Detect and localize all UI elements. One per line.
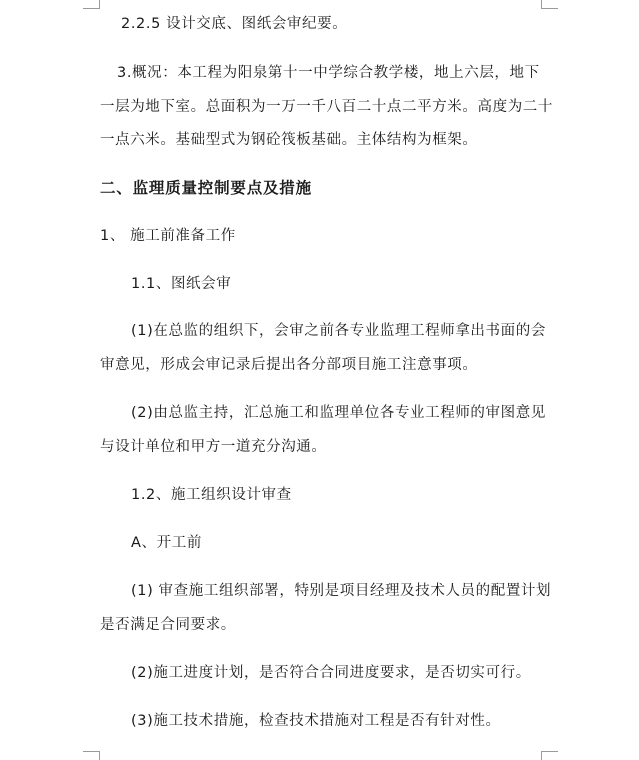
text-line: 一点六米。基础型式为钢砼筏板基础。主体结构为框架。 <box>100 132 478 148</box>
subsection-heading: 1、 施工前准备工作 <box>100 228 236 244</box>
subsection-heading: 1.1、图纸会审 <box>131 276 232 292</box>
text-line: 审意见，形成会审记录后提出各分部项目施工注意事项。 <box>100 357 478 373</box>
text-line: 2.2.5 设计交底、图纸会审纪要。 <box>121 16 348 32</box>
subsection-heading: 1.2、施工组织设计审查 <box>131 487 292 503</box>
text-line: (3)施工技术措施，检查技术措施对工程是否有针对性。 <box>131 713 501 729</box>
section-heading: 二、监理质量控制要点及措施 <box>100 179 312 197</box>
text-line: (2)施工进度计划，是否符合合同进度要求，是否切实可行。 <box>131 665 531 681</box>
subsection-heading: A、开工前 <box>131 535 202 551</box>
text-line: 与设计单位和甲方一道充分沟通。 <box>100 439 327 455</box>
text-line: 是否满足合同要求。 <box>100 617 236 633</box>
crop-mark-top-right <box>541 0 558 9</box>
text-line: (1)在总监的组织下，会审之前各专业监理工程师拿出书面的会 <box>131 323 546 339</box>
text-line: (2)由总监主持，汇总施工和监理单位各专业工程师的审图意见 <box>131 405 546 421</box>
text-line: 一层为地下室。总面积为一万一千八百二十点二平方米。高度为二十 <box>100 99 553 115</box>
text-line: (1) 审查施工组织部署，特别是项目经理及技术人员的配置计划 <box>131 583 552 599</box>
text-line: 3.概况：本工程为阳泉第十一中学综合教学楼，地上六层，地下 <box>117 65 540 81</box>
crop-mark-top-left <box>83 0 100 9</box>
